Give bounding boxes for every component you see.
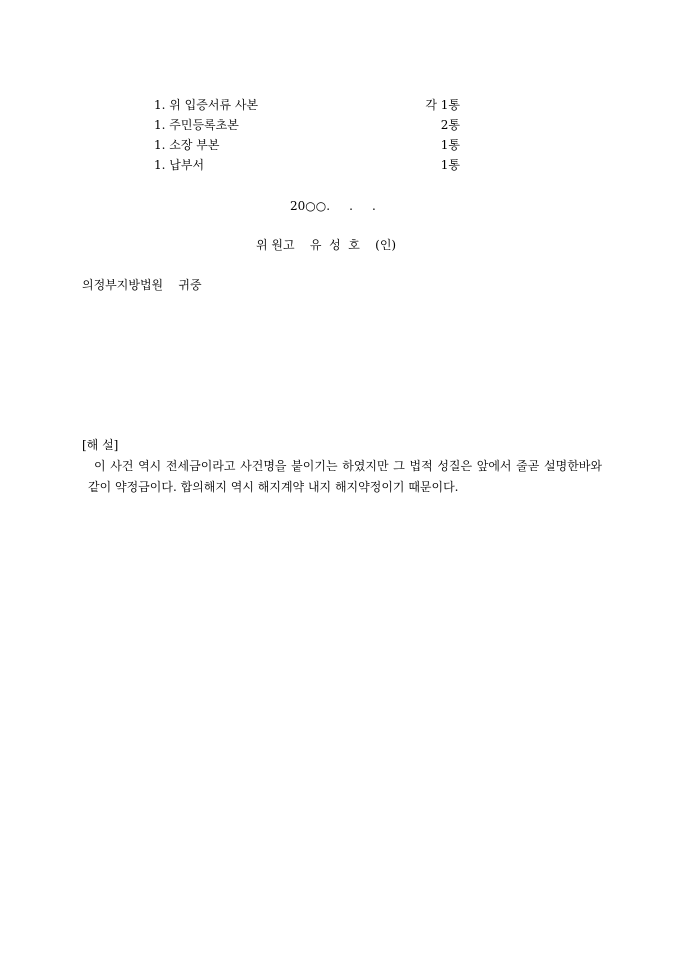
attachment-count: 1통	[440, 138, 460, 152]
attachment-item	[154, 135, 460, 155]
attachment-label: 1. 소장 부본	[154, 138, 220, 152]
commentary-section	[82, 436, 602, 498]
attachment-item	[154, 115, 460, 135]
attachment-count: 2통	[440, 118, 460, 132]
attachment-count: 각 1통	[425, 98, 460, 112]
attachment-count: 1통	[440, 158, 460, 172]
plaintiff-signature: 위 원고 유 성 호 (인)	[256, 238, 397, 252]
document-date: 20○○. . .	[290, 199, 376, 213]
attachment-item	[154, 155, 460, 175]
commentary-body: 이 사건 역시 전세금이라고 사건명을 붙이기는 하였지만 그 법적 성질은 앞에서 줄곧 설명한바와 같이 약정금이다. 합의해지 역시 해지계약 내지 해지약정이기 때문이다.	[88, 459, 602, 494]
attachment-label: 1. 납부서	[154, 158, 205, 172]
attachment-list	[154, 95, 460, 175]
attachment-item	[154, 95, 460, 115]
court-addressee: 의정부지방법원 귀중	[82, 278, 202, 292]
attachment-label: 1. 주민등록초본	[154, 118, 239, 132]
attachment-label: 1. 위 입증서류 사본	[154, 98, 259, 112]
commentary-title: [해 설]	[82, 438, 119, 452]
